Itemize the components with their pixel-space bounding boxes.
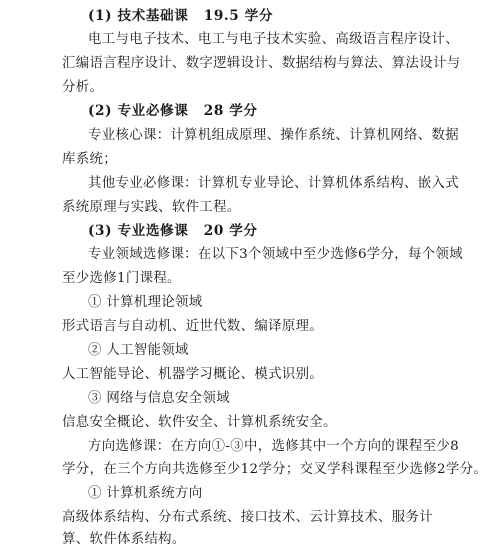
paragraph-line: 专业核心课：计算机组成原理、操作系统、计算机网络、数据: [88, 128, 459, 143]
paragraph-line: 系统原理与实践、软件工程。: [62, 200, 241, 215]
domain-title: ② 人工智能领域: [88, 343, 189, 358]
section-number: (2): [88, 103, 113, 119]
domain-title: ① 计算机理论领域: [88, 295, 203, 310]
section-title: 专业必修课: [117, 103, 189, 119]
paragraph-line: 至少选修1门课程。: [62, 271, 181, 286]
section-title: 专业选修课: [117, 223, 189, 239]
direction-courses: 高级体系结构、分布式系统、接口技术、云计算技术、服务计: [62, 510, 433, 525]
section-credits: 28 学分: [203, 103, 258, 119]
domain-courses: 人工智能导论、机器学习概论、模式识别。: [62, 367, 324, 382]
paragraph-line: 其他专业必修课：计算机专业导论、计算机体系结构、嵌入式: [88, 176, 459, 191]
direction-courses: 算、软件体系结构。: [62, 532, 186, 547]
paragraph-line: 方向选修课：在方向①-③中，选修其中一个方向的课程至少8: [88, 439, 459, 454]
domain-courses: 形式语言与自动机、近世代数、编译原理。: [62, 319, 324, 334]
paragraph-line: 专业领域选修课：在以下3个领域中至少选修6学分，每个领域: [88, 247, 463, 262]
domain-title: ③ 网络与信息安全领域: [88, 391, 231, 406]
section-heading-elective: [88, 223, 488, 240]
domain-courses: 信息安全概论、软件安全、计算机系统安全。: [62, 415, 337, 430]
paragraph-line: 库系统；: [62, 152, 117, 167]
section-title: 技术基础课: [117, 8, 189, 24]
section-credits: 19.5 学分: [203, 8, 274, 24]
section-number: (1): [88, 8, 113, 24]
section-credits: 20 学分: [203, 223, 258, 239]
section-heading-basic: [88, 8, 488, 25]
paragraph-line: 电工与电子技术、电工与电子技术实验、高级语言程序设计、: [88, 32, 459, 47]
paragraph-line: 学分，在三个方向共选修至少12学分；交叉学科课程至少选修2学分。: [62, 462, 488, 477]
section-heading-required: [88, 103, 488, 120]
paragraph-line: 分析。: [62, 80, 104, 95]
paragraph-line: 汇编语言程序设计、数字逻辑设计、数据结构与算法、算法设计与: [62, 56, 461, 71]
section-number: (3): [88, 223, 113, 239]
direction-title: ① 计算机系统方向: [88, 486, 203, 501]
